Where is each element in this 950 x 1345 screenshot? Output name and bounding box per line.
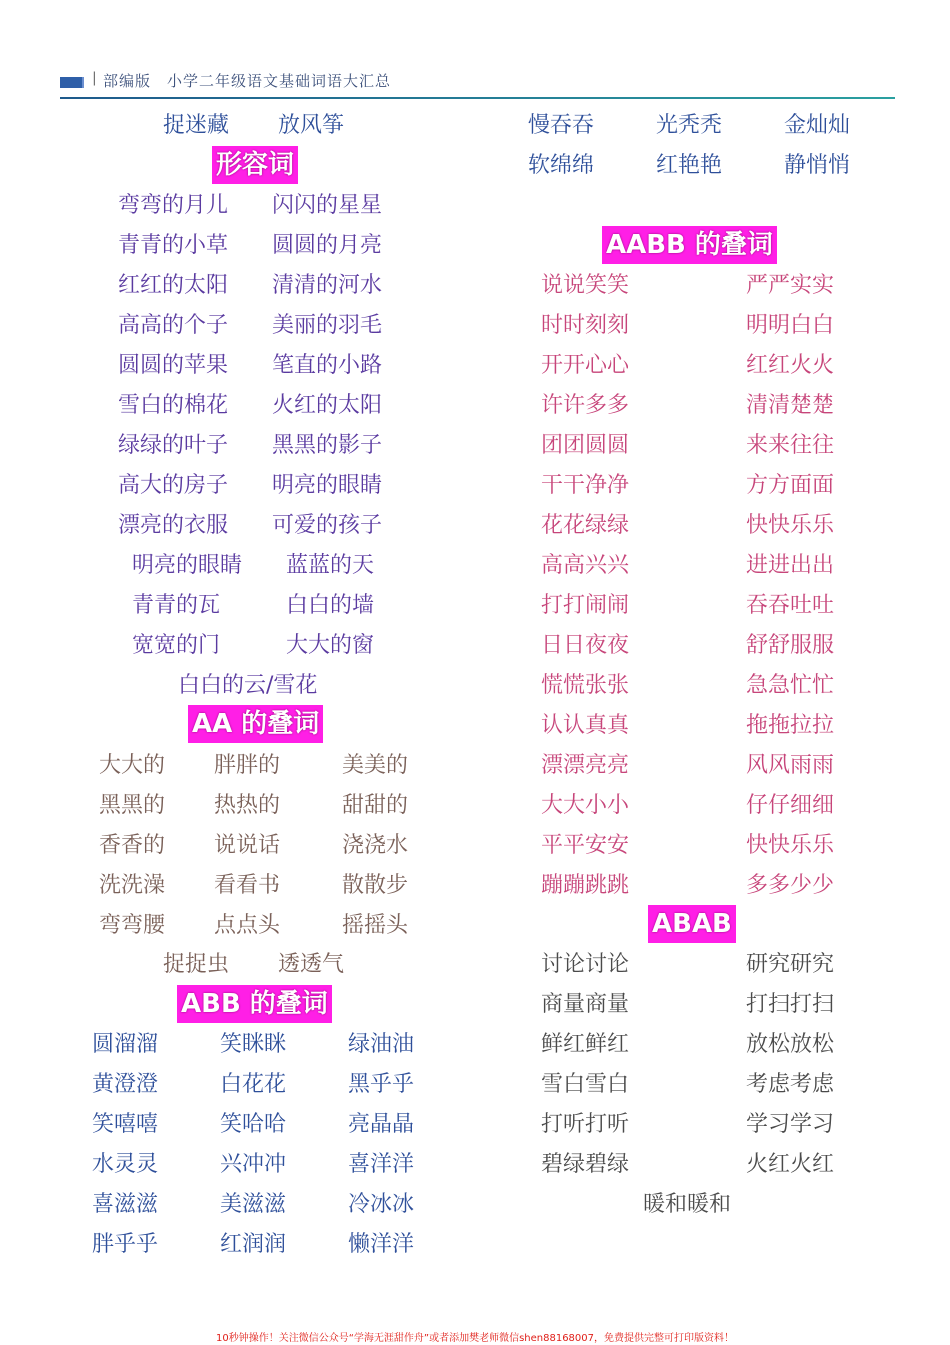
aabb-word: 吞吞吐吐 [746,593,835,618]
adjective-word: 可爱的孩子 [272,513,383,538]
adjective-word: 大大的窗 [286,633,375,658]
adjective-word: 清清的河水 [272,273,383,298]
adjective-word: 雪白的棉花 [118,393,229,418]
section-heading-abab: ABAB [648,905,736,943]
aa-word: 大大的 [99,753,166,778]
aabb-word: 开开心心 [541,353,630,378]
top-left-word: 捉迷藏 [163,113,230,138]
abb-word: 笑哈哈 [220,1112,287,1137]
aabb-word: 明明白白 [746,313,835,338]
abab-word: 打听打听 [541,1112,630,1137]
aa-word: 甜甜的 [342,793,409,818]
abb-word: 喜滋滋 [92,1192,159,1217]
adjective-word: 圆圆的月亮 [272,233,383,258]
abb-word: 笑眯眯 [220,1032,287,1057]
aabb-word: 平平安安 [541,833,630,858]
aabb-word: 漂漂亮亮 [541,753,630,778]
top-right-word: 金灿灿 [784,113,851,138]
abb-word: 圆溜溜 [92,1032,159,1057]
abb-word: 笑嘻嘻 [92,1112,159,1137]
aa-word: 说说话 [214,833,281,858]
abb-word: 兴冲冲 [220,1152,287,1177]
aa-word: 弯弯腰 [99,913,166,938]
aabb-word: 舒舒服服 [746,633,835,658]
aa-word: 洗洗澡 [99,873,166,898]
section-heading-adjective: 形容词 [212,146,298,184]
abb-word: 白花花 [220,1072,287,1097]
abb-word: 亮晶晶 [348,1112,415,1137]
aabb-word: 多多少少 [746,873,835,898]
abb-word: 水灵灵 [92,1152,159,1177]
abb-word: 喜洋洋 [348,1152,415,1177]
abb-word: 美滋滋 [220,1192,287,1217]
abab-word: 考虑考虑 [746,1072,835,1097]
adjective-word: 青青的瓦 [132,593,221,618]
aabb-word: 大大小小 [541,793,630,818]
adjective-word: 白白的墙 [286,593,375,618]
section-heading-aabb: AABB 的叠词 [602,226,777,264]
aa-word: 香香的 [99,833,166,858]
section-heading-abb: ABB 的叠词 [177,985,332,1023]
abb-word: 红润润 [220,1232,287,1257]
top-left-word: 放风筝 [278,113,345,138]
aabb-word: 清清楚楚 [746,393,835,418]
aabb-word: 日日夜夜 [541,633,630,658]
aa-word: 黑黑的 [99,793,166,818]
top-right-word: 软绵绵 [528,153,595,178]
aabb-word: 红红火火 [746,353,835,378]
aabb-word: 快快乐乐 [746,513,835,538]
adjective-word: 明亮的眼睛 [132,553,243,578]
adjective-last-word: 白白的云/雪花 [178,673,318,698]
adjective-word: 闪闪的星星 [272,193,383,218]
aabb-word: 高高兴兴 [541,553,630,578]
top-right-word: 红艳艳 [656,153,723,178]
top-right-word: 静悄悄 [784,153,851,178]
header-separator: | [92,70,97,86]
aa-word: 胖胖的 [214,753,281,778]
abab-word: 雪白雪白 [541,1072,630,1097]
aa-word: 美美的 [342,753,409,778]
aabb-word: 许许多多 [541,393,630,418]
aa-last-word: 透透气 [278,952,345,977]
adjective-word: 笔直的小路 [272,353,383,378]
aabb-word: 风风雨雨 [746,753,835,778]
aa-word: 浇浇水 [342,833,409,858]
adjective-word: 漂亮的衣服 [118,513,229,538]
adjective-word: 美丽的羽毛 [272,313,383,338]
aabb-word: 花花绿绿 [541,513,630,538]
adjective-word: 青青的小草 [118,233,229,258]
header-title: 部编版 小学二年级语文基础词语大汇总 [103,72,392,90]
abab-word: 商量商量 [541,992,630,1017]
footer-notice: 10秒钟操作！关注微信公众号“学海无涯甜作舟”或者添加樊老师微信shen88168007，免费提供完整可打印版资料！ [215,1333,735,1344]
aa-word: 点点头 [214,913,281,938]
header-rule [60,97,895,99]
abab-word: 碧绿碧绿 [541,1152,630,1177]
adjective-word: 绿绿的叶子 [118,433,229,458]
aabb-word: 说说笑笑 [541,273,630,298]
abb-word: 黄澄澄 [92,1072,159,1097]
abab-last-word: 暖和暖和 [643,1192,732,1217]
adjective-word: 弯弯的月儿 [118,193,229,218]
aabb-word: 拖拖拉拉 [746,713,835,738]
aabb-word: 进进出出 [746,553,835,578]
aabb-word: 慌慌张张 [541,673,630,698]
aabb-word: 团团圆圆 [541,433,630,458]
abab-word: 火红火红 [746,1152,835,1177]
section-heading-aa: AA 的叠词 [188,705,323,743]
top-right-word: 慢吞吞 [528,113,595,138]
abb-word: 冷冰冰 [348,1192,415,1217]
abab-word: 打扫打扫 [746,992,835,1017]
adjective-word: 火红的太阳 [272,393,383,418]
header-logo-bar [60,77,82,88]
abab-word: 讨论讨论 [541,952,630,977]
adjective-word: 圆圆的苹果 [118,353,229,378]
abab-word: 鲜红鲜红 [541,1032,630,1057]
adjective-word: 明亮的眼睛 [272,473,383,498]
adjective-word: 蓝蓝的天 [286,553,375,578]
aabb-word: 严严实实 [746,273,835,298]
adjective-word: 红红的太阳 [118,273,229,298]
abb-word: 绿油油 [348,1032,415,1057]
abb-word: 懒洋洋 [348,1232,415,1257]
aa-word: 散散步 [342,873,409,898]
adjective-word: 高大的房子 [118,473,229,498]
aabb-word: 干干净净 [541,473,630,498]
aabb-word: 打打闹闹 [541,593,630,618]
aabb-word: 方方面面 [746,473,835,498]
adjective-word: 宽宽的门 [132,633,221,658]
aabb-word: 蹦蹦跳跳 [541,873,630,898]
aabb-word: 时时刻刻 [541,313,630,338]
aabb-word: 快快乐乐 [746,833,835,858]
aa-last-word: 捉捉虫 [163,952,230,977]
aa-word: 摇摇头 [342,913,409,938]
abab-word: 学习学习 [746,1112,835,1137]
abab-word: 放松放松 [746,1032,835,1057]
aa-word: 看看书 [214,873,281,898]
top-right-word: 光秃秃 [656,113,723,138]
abab-word: 研究研究 [746,952,835,977]
adjective-word: 黑黑的影子 [272,433,383,458]
aabb-word: 来来往往 [746,433,835,458]
abb-word: 胖乎乎 [92,1232,159,1257]
abb-word: 黑乎乎 [348,1072,415,1097]
adjective-word: 高高的个子 [118,313,229,338]
aabb-word: 急急忙忙 [746,673,835,698]
aabb-word: 仔仔细细 [746,793,835,818]
aabb-word: 认认真真 [541,713,630,738]
aa-word: 热热的 [214,793,281,818]
header-logo-bar-accent [82,77,84,88]
